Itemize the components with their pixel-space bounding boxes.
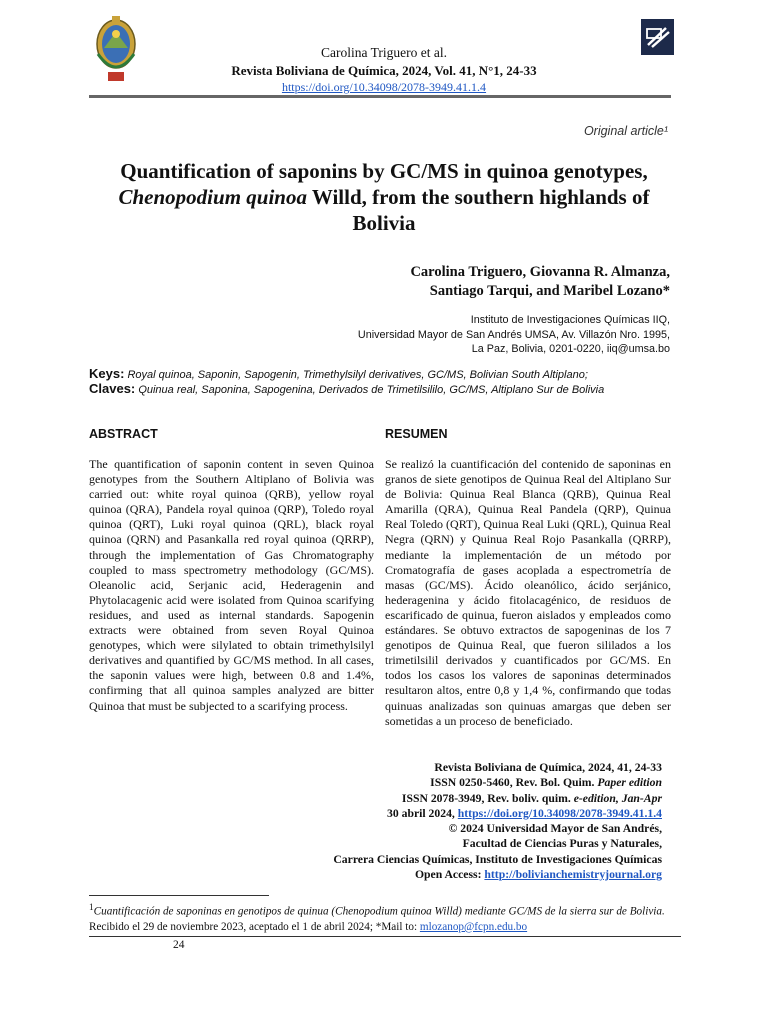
- title-part-2: Willd, from the southern highlands of Bolivia: [306, 185, 650, 235]
- pub-doi-link[interactable]: https://doi.org/10.34098/2078-3949.41.1.4: [457, 806, 662, 820]
- claves-list: Quinua real, Saponina, Sapogenina, Derivados de Trimetilsililo, GC/MS, Altiplano Sur de Bolivia: [138, 384, 605, 396]
- affiliation-line-2: Universidad Mayor de San Andrés UMSA, Av. Villazón Nro. 1995,: [357, 328, 670, 341]
- doi-link[interactable]: https://doi.org/10.34098/2078-3949.41.1.4: [281, 80, 487, 94]
- footnote-marker: 1: [89, 903, 94, 913]
- pub-line-4: [220, 806, 662, 821]
- footnote-divider: [89, 895, 269, 896]
- publication-info: [220, 760, 662, 882]
- running-head-doi: [0, 80, 768, 95]
- affiliation: [300, 313, 670, 357]
- pub-paper-edition: Paper edition: [597, 776, 662, 790]
- paper-title: [96, 158, 672, 236]
- author-list: [300, 263, 670, 301]
- resumen-text: Se realizó la cuantificación del contenido de saponinas en granos de siete genotipos de Quinua Real del Altiplano Sur de Bolivia: Quinua Real Blanca (QRB), Quinua Real Amarilla (QRA), Quinua Real Pandela (QRP), Quinua Real Toledo (QRT), Quinua Real Luki (QRL), Quinua Real Negra (QRN) y Quinua Real Rojo Pasankalla (QRRP), mediante la implementación de un método por Cromatografía de gases acoplada a espectrometría de masas (GC/MS). Ácido oleanólico, ácido serjánico, hederagenina y ácido fitolacagénico, de residuos de escarificado de quinua, fueron aislados y empleados como estándares. Se obtuvo extractos de sapogeninas de los 7 genotipos de Quinua Real, que fueron sililados a los trimetilsilil derivados y cuantificados por GC/MS. En todos los casos los valores de saponinas determinados resultaron altos, entre 0,8 y 1,4 %, confirmando que todas quinuas analizadas son quinuas amargas que deben ser sometidas a un proceso de beneficiado.: [385, 457, 671, 728]
- pub-line-1: Revista Boliviana de Química, 2024, 41, 24-33: [434, 761, 662, 774]
- footnote-spanish-title: Cuantificación de saponinas en genotipos de quinua (Chenopodium quinoa Willd) mediante GC/MS de la sierra sur de Bolivia.: [93, 905, 665, 918]
- journal-website-link[interactable]: http://bolivianchemistryjournal.org: [484, 868, 662, 882]
- pub-line-3: [220, 791, 662, 806]
- authors-line-2: Santiago Tarqui, and Maribel Lozano*: [429, 283, 670, 299]
- corresponding-email-link[interactable]: mlozanop@fcpn.edu.bo: [419, 920, 528, 933]
- footnote-dates: Recibido el 29 de noviembre 2023, aceptado el 1 de abril 2024; *Mail to:: [89, 920, 420, 933]
- running-head-authors: Carolina Triguero et al.: [321, 45, 447, 60]
- abstract-heading: ABSTRACT: [89, 427, 158, 441]
- page-bottom-divider: [89, 936, 681, 937]
- footnote: [89, 901, 671, 935]
- pub-line-8: [220, 867, 662, 882]
- affiliation-line-3: La Paz, Bolivia, 0201-0220, iiq@umsa.bo: [471, 343, 670, 355]
- open-access-label: Open Access:: [414, 868, 485, 882]
- keys-label: Keys:: [89, 366, 125, 381]
- claves-label: Claves:: [89, 381, 136, 396]
- pub-line-6: Facultad de Ciencias Puras y Naturales,: [462, 837, 662, 851]
- title-species: Chenopodium quinoa: [118, 185, 307, 209]
- authors-line-1: Carolina Triguero, Giovanna R. Almanza,: [410, 264, 670, 280]
- pub-issn-print: ISSN 0250-5460, Rev. Bol. Quim.: [430, 776, 598, 790]
- pub-line-7: Carrera Ciencias Químicas, Instituto de Investigaciones Químicas: [333, 852, 662, 866]
- keywords-block: [89, 367, 671, 397]
- affiliation-line-1: Instituto de Investigaciones Químicas IIQ,: [470, 314, 670, 326]
- abstract-text: The quantification of saponin content in seven Quinoa genotypes from the Southern Altiplano of Bolivia was carried out: white royal quinoa (QRB), yellow royal quinoa (QRA), Pandela royal quinoa (QRP), Toledo royal quinoa (QRT), Luki royal quinoa (QRL), black royal quinoa (QRN) and Pasankalla red royal quinoa (QRRP), through the implementation of Gas Chromatography coupled to mass spectrometry methodology (GC/MS). Oleanolic acid, Serjanic acid, Hederagenin and Phytolacagenic acid were isolated from Quinoa scarifying residues, and used as internal standards. Sapogenin extracts were obtained from seven Royal Quinoa genotypes, which were silylated to obtain trimethylsilyl derivatives and quantified by GC/MS method. In all cases, the saponin values were high, between 0.8 and 1.4%, confirming that all quinoa samples analyzed are bitter Quinoa that must be subjected to a scarifying process.: [89, 457, 374, 713]
- pub-line-5: © 2024 Universidad Mayor de San Andrés,: [448, 822, 662, 836]
- page-number: 24: [173, 939, 185, 951]
- keys-list: Royal quinoa, Saponin, Sapogenin, Trimethylsilyl derivatives, GC/MS, Bolivian South Altiplano;: [127, 369, 588, 381]
- article-type-label: Original article¹: [583, 124, 668, 138]
- title-part-1: Quantification of saponins by GC/MS in quinoa genotypes,: [120, 159, 648, 183]
- header-divider: [89, 95, 671, 98]
- resumen-heading: RESUMEN: [385, 427, 448, 441]
- pub-date: 30 abril 2024,: [387, 806, 458, 820]
- pub-e-edition: e-edition, Jan-Apr: [573, 791, 662, 805]
- pub-issn-electronic: ISSN 2078-3949, Rev. boliv. quim.: [401, 791, 574, 805]
- pub-line-2: [220, 775, 662, 790]
- running-head-journal: Revista Boliviana de Química, 2024, Vol. 41, N°1, 24-33: [231, 63, 537, 78]
